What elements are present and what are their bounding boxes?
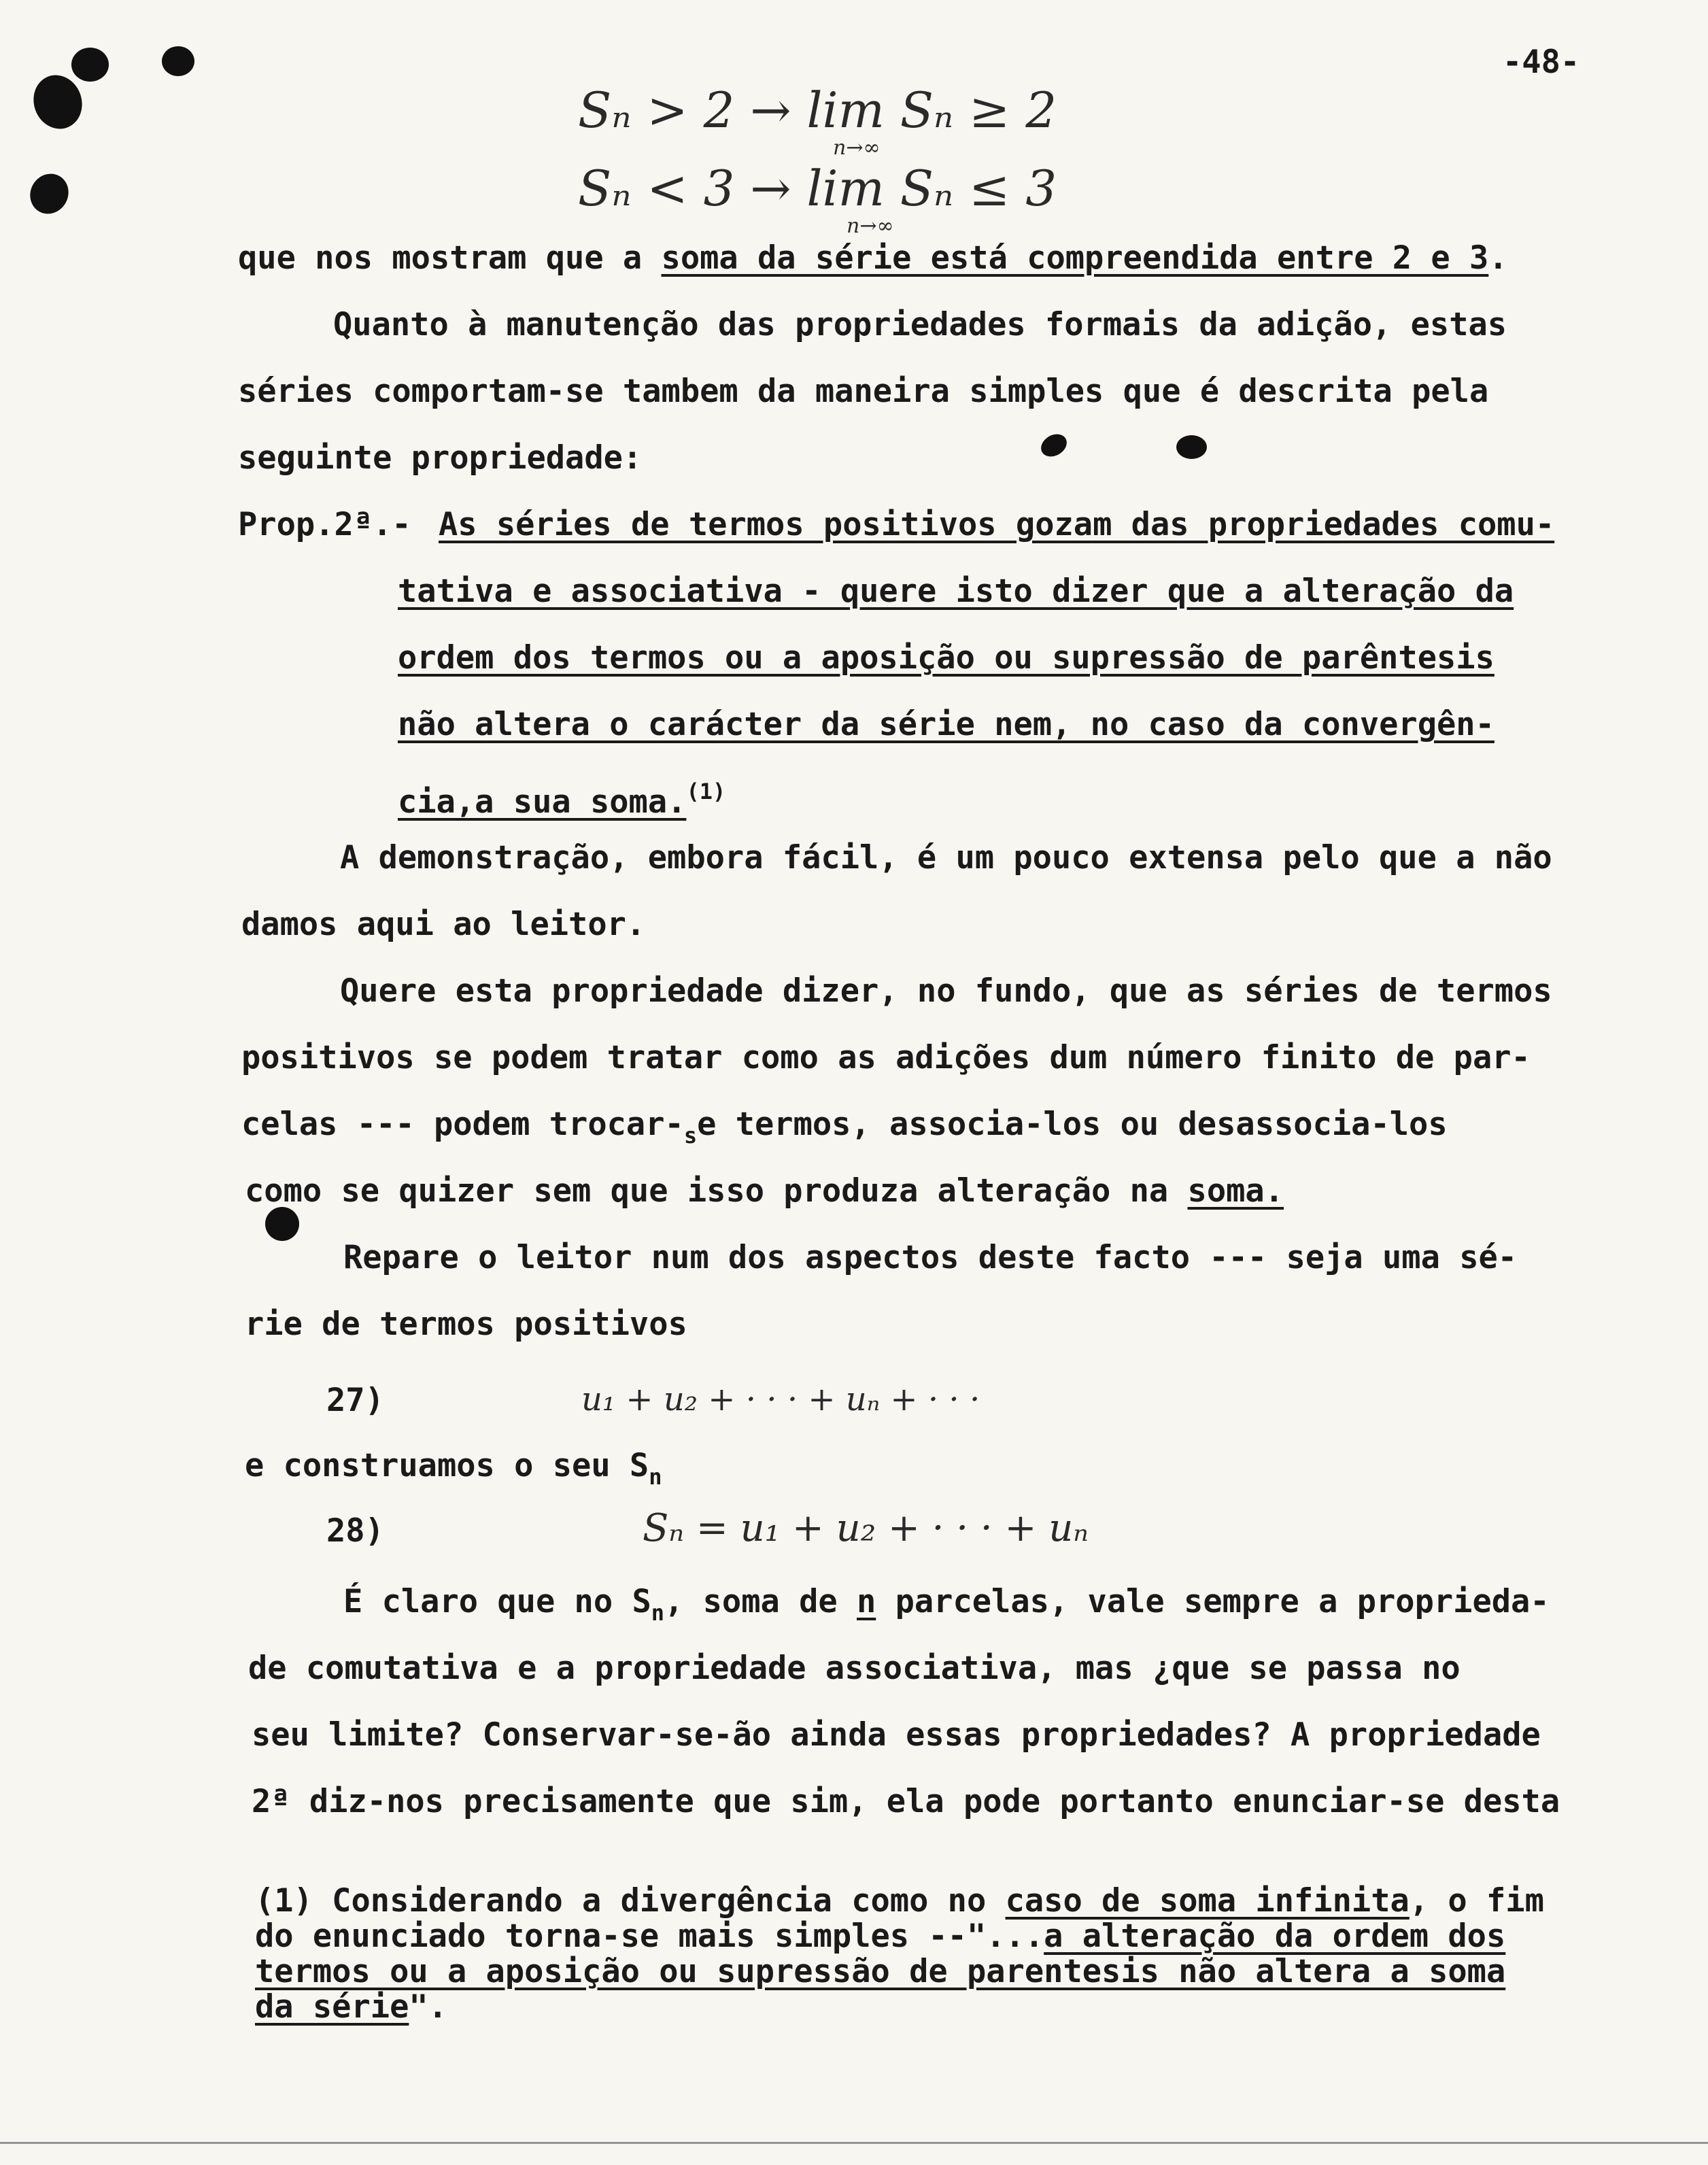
equation-label: 27) (326, 1382, 384, 1419)
prop-line: ordem dos termos ou a aposição ou supressão de parêntesis (398, 639, 1494, 677)
ink-blot (162, 46, 194, 76)
equation-label: 28) (326, 1512, 384, 1550)
text-span: , o fim (1409, 1882, 1544, 1920)
underlined-text: soma da série está compreendida entre 2 e 3 (661, 239, 1489, 277)
text-line (241, 1104, 1448, 1156)
text-span: celas --- podem trocar- (241, 1106, 684, 1143)
footnote-line: termos ou a aposição ou supressão de parentesis não altera a soma (255, 1953, 1506, 1990)
text-line (238, 238, 1508, 279)
text-line (245, 1171, 1284, 1212)
footnote-ref: (1) (686, 779, 726, 804)
subscript: n (649, 1464, 662, 1490)
text-line (245, 1446, 662, 1497)
underlined-text: cia,a sua soma. (398, 783, 687, 821)
text-span: parcelas, vale sempre a proprieda- (876, 1583, 1550, 1620)
text-span: (1) Considerando a divergência como no (255, 1882, 1006, 1920)
text-span: do enunciado torna-se mais simples --"... (255, 1917, 1044, 1955)
text-span: . (1488, 239, 1508, 277)
footnote-line (255, 1919, 1505, 1954)
text-span: É claro que no S (343, 1583, 651, 1620)
underlined-text: da série (255, 1988, 409, 2026)
text-line: damos aqui ao leitor. (241, 906, 646, 943)
text-line: Repare o leitor num dos aspectos deste facto --- seja uma sé- (343, 1239, 1518, 1276)
text-line: rie de termos positivos (245, 1306, 687, 1343)
underlined-text: caso de soma infinita (1005, 1882, 1410, 1920)
text-line: seu limite? Conservar-se-ão ainda essas propriedades? A propriedade (252, 1716, 1541, 1754)
text-span: e construamos o seu S (245, 1447, 649, 1484)
prop-line: As séries de termos positivos gozam das propriedades comu- (439, 506, 1555, 543)
text-span: que nos mostram que a (238, 239, 662, 277)
bottom-rule (0, 2142, 1708, 2144)
ink-blot (1037, 430, 1071, 461)
text-line: Quanto à manutenção das propriedades formais da adição, estas (333, 306, 1507, 343)
text-line: séries comportam-se tambem da maneira simples que é descrita pela (238, 373, 1489, 410)
underlined-text: n (856, 1583, 876, 1620)
text-line (343, 1582, 1550, 1633)
formula-text: Sₙ < 3 → lim Sₙ ≤ 3 (578, 160, 1057, 217)
text-span: como se quizer sem que isso produza alteração na (245, 1172, 1188, 1210)
text-line: Quere esta propriedade dizer, no fundo, que as séries de termos (340, 972, 1552, 1010)
text-span: ". (409, 1988, 447, 2026)
text-line: positivos se podem tratar como as adições dum número finito de par- (241, 1039, 1531, 1076)
page-number: -48- (1503, 44, 1580, 81)
formula-limit: n→∞ (833, 136, 881, 160)
ink-blot (1176, 435, 1207, 459)
ink-blot (71, 48, 109, 82)
footnote-line (255, 1883, 1544, 1919)
text-span: , soma de (664, 1583, 857, 1620)
ink-blot (265, 1207, 299, 1241)
text-line: seguinte propriedade: (238, 439, 643, 477)
prop-line: não altera o carácter da série nem, no caso da convergên- (398, 706, 1494, 743)
prop-label: Prop.2ª.- (238, 506, 411, 543)
footnote-line (255, 1990, 447, 2025)
text-span: e termos, associa-los ou desassocia-los (697, 1106, 1448, 1143)
underlined-text: soma. (1187, 1172, 1284, 1210)
formula-text: Sₙ > 2 → lim Sₙ ≥ 2 (578, 82, 1057, 139)
equation-27: u₁ + u₂ + · · · + uₙ + · · · (581, 1380, 980, 1418)
subscript: s (683, 1123, 698, 1148)
ink-blot (23, 167, 76, 220)
text-line: de comutativa e a propriedade associativa, mas ¿que se passa no (248, 1650, 1461, 1687)
formula-limit: n→∞ (847, 214, 894, 238)
subscript: n (651, 1600, 665, 1626)
underlined-text: a alteração da ordem dos (1044, 1917, 1506, 1955)
prop-line: tativa e associativa - quere isto dizer que a alteração da (398, 573, 1514, 610)
equation-28: Sₙ = u₁ + u₂ + · · · + uₙ (643, 1506, 1089, 1550)
prop-line (398, 771, 725, 823)
text-line: A demonstração, embora fácil, é um pouco extensa pelo que a não (340, 839, 1552, 876)
text-line: 2ª diz-nos precisamente que sim, ela pode portanto enunciar-se desta (252, 1783, 1560, 1820)
